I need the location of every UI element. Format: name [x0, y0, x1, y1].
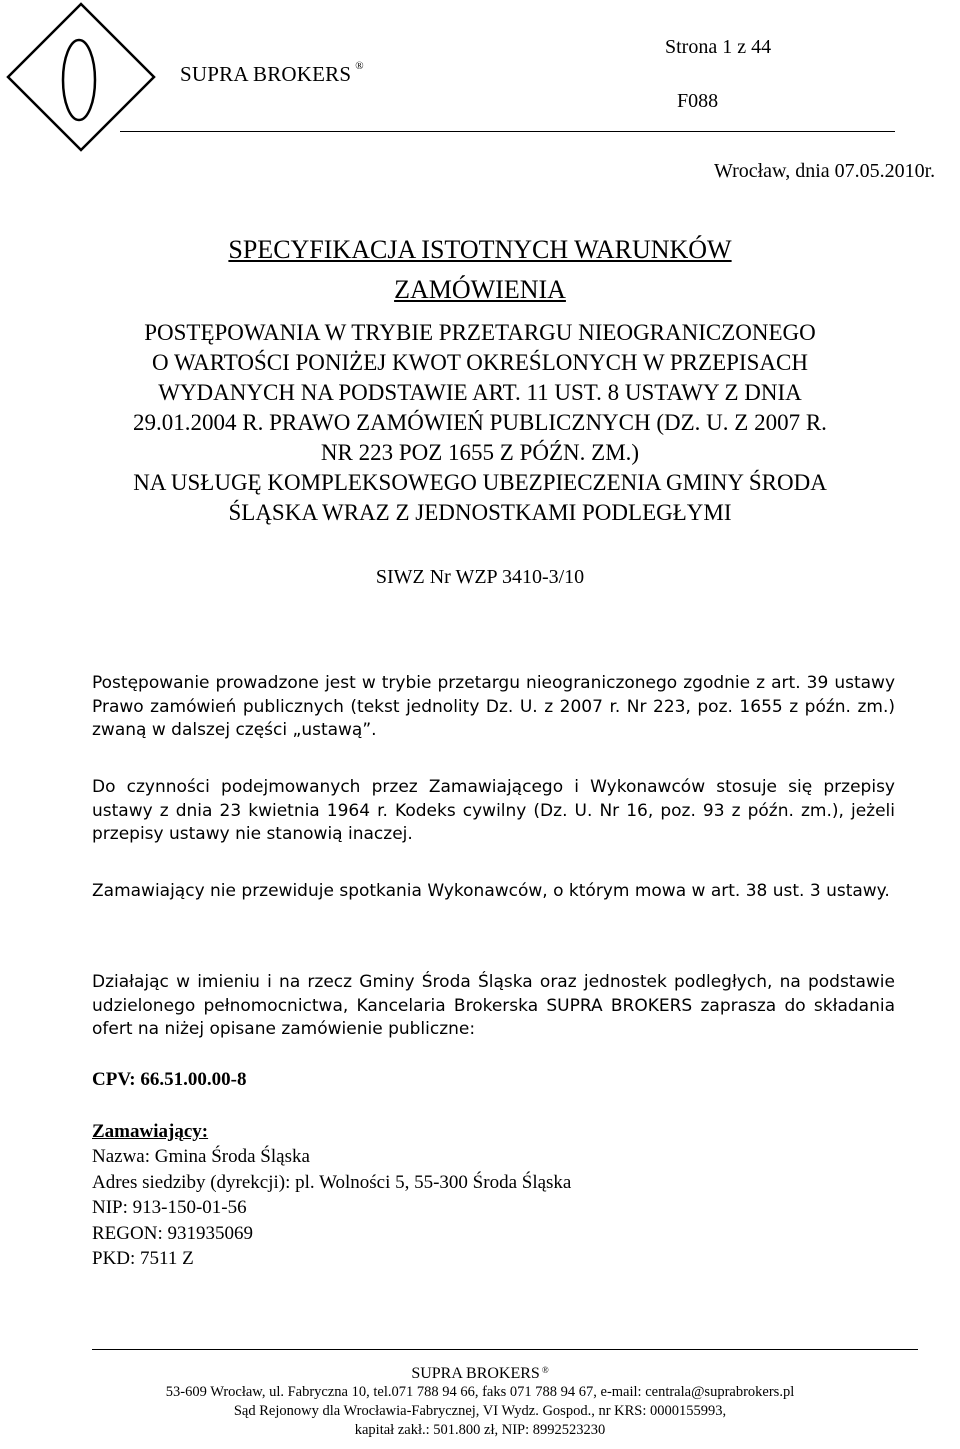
authority-nip: NIP: 913-150-01-56: [92, 1197, 247, 1218]
footer-divider: [92, 1349, 918, 1350]
form-code: F088: [677, 90, 719, 112]
subtitle-line: POSTĘPOWANIA W TRYBIE PRZETARGU NIEOGRANICZONEGO: [144, 320, 816, 345]
page-footer: [0, 1365, 960, 1440]
contracting-authority-details: [92, 1145, 571, 1273]
paragraph-meeting: Zamawiający nie przewiduje spotkania Wykonawców, o którym mowa w art. 38 ust. 3 ustawy.: [92, 881, 890, 901]
date-line: Wrocław, dnia 07.05.2010r.: [714, 160, 936, 182]
siwz-number: SIWZ Nr WZP 3410-3/10: [375, 566, 585, 588]
header-divider: [120, 131, 895, 132]
page-number: Strona 1 z 44: [665, 36, 772, 58]
footer-court-registry: Sąd Rejonowy dla Wrocławia-Fabrycznej, VI Wydz. Gospod., nr KRS: 0000155993,: [233, 1403, 727, 1419]
paragraph-procedure: Postępowanie prowadzone jest w trybie przetargu nieograniczonego zgodnie z art. 39 ustawy Prawo zamówień publicznych (tekst jednolity Dz. U. z 2007 r. Nr 223, poz. 1655 z późn. zm.) zwaną w dalszej części „ustawą”.: [92, 673, 895, 740]
header-brand: SUPRA BROKERS ®: [180, 60, 364, 86]
subtitle-line: WYDANYCH NA PODSTAWIE ART. 11 UST. 8 USTAWY Z DNIA: [158, 380, 802, 405]
company-logo-icon: [6, 2, 156, 152]
subtitle-line: NR 223 POZ 1655 Z PÓŹN. ZM.): [320, 440, 640, 465]
title-line: ZAMÓWIENIA: [394, 275, 566, 304]
authority-pkd: PKD: 7511 Z: [92, 1248, 194, 1269]
footer-brand: SUPRA BROKERS ®: [411, 1365, 549, 1382]
footer-capital: kapitał zakł.: 501.800 zł, NIP: 8992523230: [354, 1422, 606, 1438]
footer-contact: 53-609 Wrocław, ul. Fabryczna 10, tel.071 788 94 66, faks 071 788 94 67, e-mail: centrala@suprabrokers.pl: [165, 1384, 795, 1400]
authority-name: Nazwa: Gmina Środa Śląska: [92, 1146, 310, 1167]
paragraph-invitation: Działając w imieniu i na rzecz Gminy Środa Śląska oraz jednostek podległych, na podstawie udzielonego pełnomocnictwa, Kancelaria Brokerska SUPRA BROKERS zaprasza do składania ofert na niżej opisane zamówienie publiczne:: [92, 972, 895, 1039]
subtitle-line: O WARTOŚCI PONIŻEJ KWOT OKREŚLONYCH W PRZEPISACH: [152, 350, 808, 375]
authority-regon: REGON: 931935069: [92, 1222, 253, 1244]
contracting-authority-heading: Zamawiający:: [92, 1121, 209, 1142]
document-subtitle: [0, 318, 960, 528]
authority-address: Adres siedziby (dyrekcji): pl. Wolności 5, 55-300 Środa Śląska: [92, 1171, 572, 1193]
paragraph-civil-code: Do czynności podejmowanych przez Zamawiającego i Wykonawców stosuje się przepisy ustawy z dnia 23 kwietnia 1964 r. Kodeks cywilny (Dz. U. Nr 16, poz. 93 z późn. zm.), jeżeli przepisy ustawy nie stanowią inaczej.: [92, 777, 895, 844]
subtitle-line: NA USŁUGĘ KOMPLEKSOWEGO UBEZPIECZENIA GMINY ŚRODA: [133, 470, 827, 495]
document-title: [0, 230, 960, 310]
title-line: SPECYFIKACJA ISTOTNYCH WARUNKÓW: [228, 235, 732, 264]
subtitle-line: 29.01.2004 R. PRAWO ZAMÓWIEŃ PUBLICZNYCH (DZ. U. Z 2007 R.: [133, 410, 827, 435]
cpv-code: CPV: 66.51.00.00-8: [92, 1069, 247, 1090]
subtitle-line: ŚLĄSKA WRAZ Z JEDNOSTKAMI PODLEGŁYMI: [228, 500, 732, 525]
